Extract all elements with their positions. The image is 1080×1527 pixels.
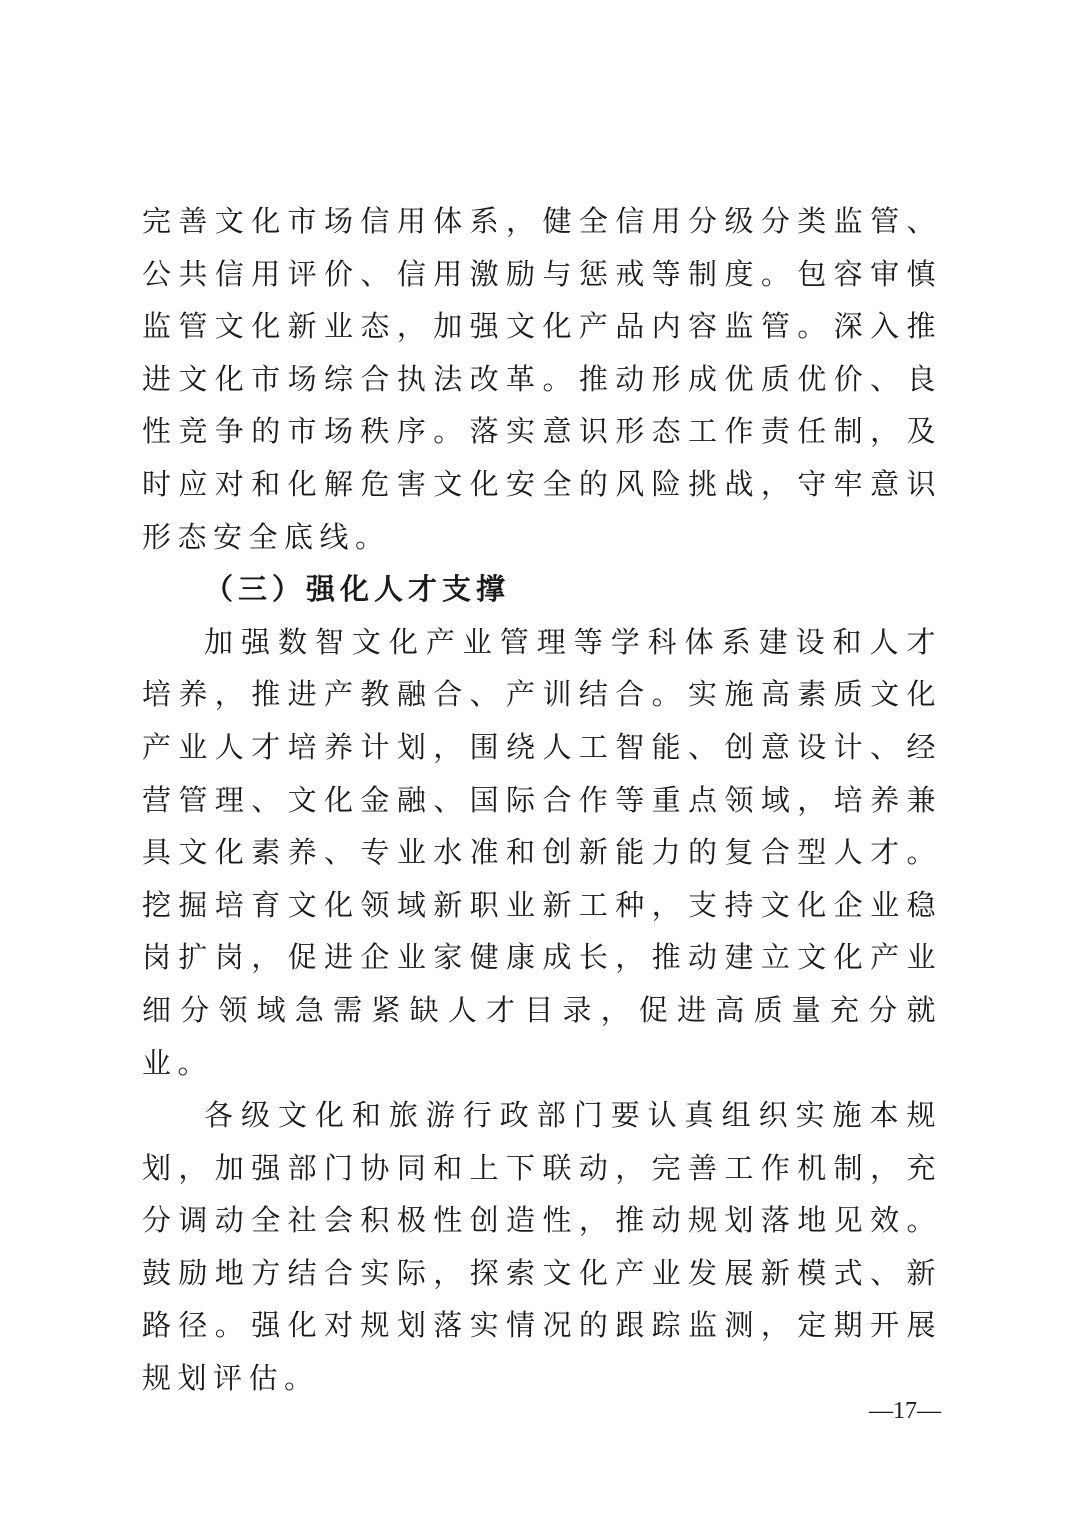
paragraph-talent: 加强数智文化产业管理等学科体系建设和人才培养，推进产教融合、产训结合。实施高素质文化产业人才培养计划，围绕人工智能、创意设计、经营管理、文化金融、国际合作等重点领域，培养兼具文化素养、专业水准和创新能力的复合型人才。挖掘培育文化领域新职业新工种，支持文化企业稳岗扩岗，促进企业家健康成长，推动建立文化产业细分领域急需紧缺人才目录，促进高质量充分就业。 bbox=[142, 624, 942, 1080]
paragraph-continuation: 完善文化市场信用体系，健全信用分级分类监管、公共信用评价、信用激励与惩戒等制度。包容审慎监管文化新业态，加强文化产品内容监管。深入推进文化市场综合执法改革。推动形成优质优价、良性竞争的市场秩序。落实意识形态工作责任制，及时应对和化解危害文化安全的风险挑战，守牢意识形态安全底线。 bbox=[142, 204, 942, 554]
section-heading: （三）强化人才支撑 bbox=[204, 572, 511, 607]
body-text bbox=[142, 195, 942, 1405]
paragraph-implementation: 各级文化和旅游行政部门要认真组织实施本规划，加强部门协同和上下联动，完善工作机制，充分调动全社会积极性创造性，推动规划落地见效。鼓励地方结合实际，探索文化产业发展新模式、新路径。强化对规划落实情况的跟踪监测，定期开展规划评估。 bbox=[142, 1098, 942, 1396]
page-number: —17— bbox=[869, 1398, 941, 1424]
